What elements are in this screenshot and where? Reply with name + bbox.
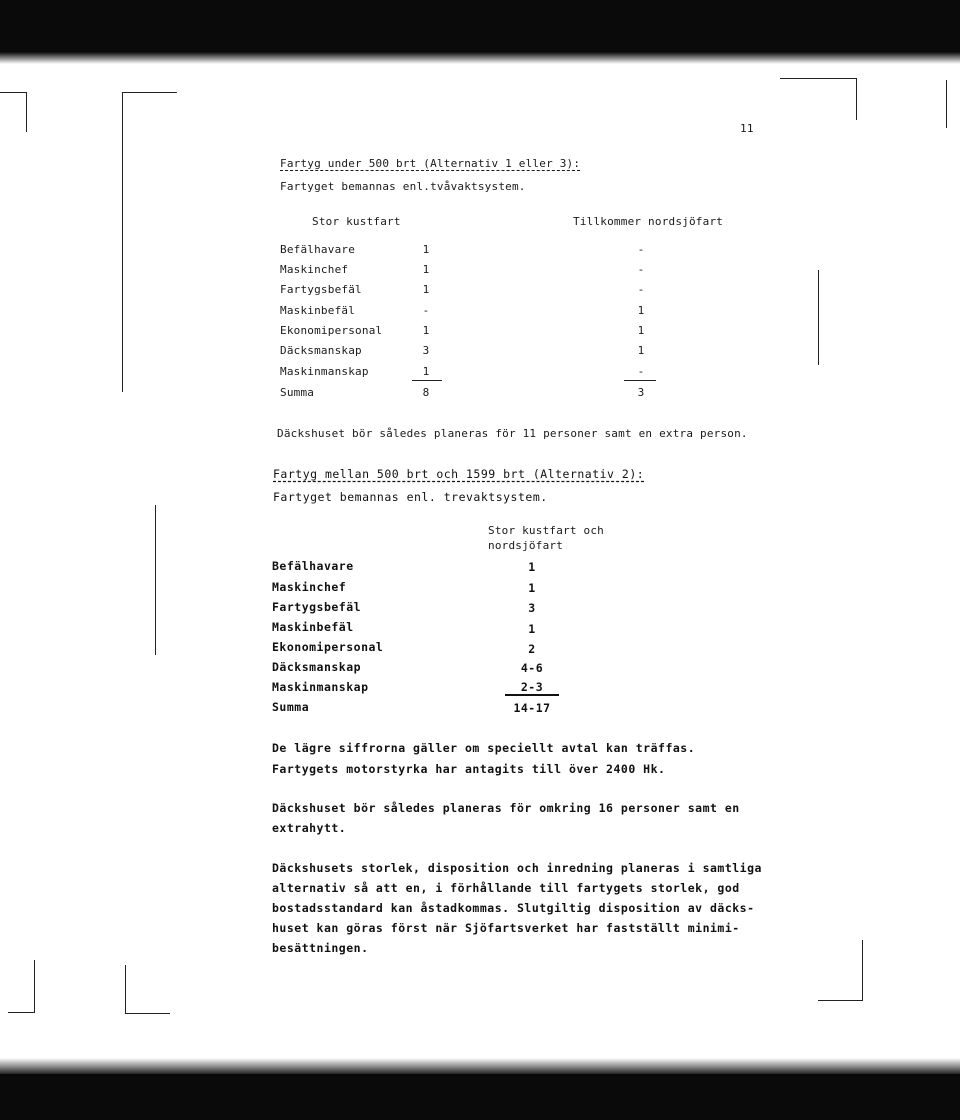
row-value-coastal: 1 xyxy=(422,243,430,256)
crop-mark-left-top xyxy=(0,92,26,93)
section2-heading: Fartyg mellan 500 brt och 1599 brt (Alternativ 2): xyxy=(273,467,645,481)
row-label: Däcksmanskap xyxy=(280,344,362,357)
row-value-northsea: 1 xyxy=(637,344,645,357)
row-label: Fartygsbefäl xyxy=(280,283,362,296)
page-number: 11 xyxy=(740,122,754,135)
crop-mark-bottom-left-v xyxy=(34,960,35,1012)
row-label: Maskinchef xyxy=(280,263,349,276)
edge-line-right-top xyxy=(780,78,856,79)
edge-line-bottom-left-v xyxy=(125,965,126,1013)
row-label: Ekonomipersonal xyxy=(272,640,384,654)
section1-conclusion: Däckshuset bör således planeras för 11 personer samt en extra person. xyxy=(277,427,748,440)
row-value: 3 xyxy=(528,601,536,615)
edge-line-bottom-right-h xyxy=(818,1000,863,1001)
sum-label: Summa xyxy=(272,700,310,714)
edge-line-right-mid xyxy=(818,270,819,365)
section1-intro: Fartyget bemannas enl.tvåvaktsystem. xyxy=(280,180,526,193)
paragraph3-line-1: Däckshusets storlek, disposition och inredning planeras i samtliga xyxy=(272,861,762,875)
row-label: Befälhavare xyxy=(272,559,354,573)
row-value-coastal: 3 xyxy=(422,344,430,357)
sum-value-northsea: 3 xyxy=(637,386,645,399)
row-value: 2-3 xyxy=(520,680,544,694)
row-value-northsea: - xyxy=(637,263,645,276)
scan-border-top xyxy=(0,0,960,44)
edge-line-bottom-left-h xyxy=(125,1013,170,1014)
row-label: Befälhavare xyxy=(280,243,356,256)
row-value-northsea: 1 xyxy=(637,304,645,317)
row-value-coastal: 1 xyxy=(422,283,430,296)
row-value: 1 xyxy=(528,560,536,574)
paragraph3-line-2: alternativ så att en, i förhållande till fartygets storlek, god xyxy=(272,881,740,895)
paragraph3-line-4: huset kan göras först när Sjöfartsverket har fastställt minimi- xyxy=(272,921,740,935)
edge-line-far-right xyxy=(946,80,947,128)
row-label: Maskinbefäl xyxy=(280,304,356,317)
crop-mark-left-top-v xyxy=(26,92,27,132)
row-label: Maskinchef xyxy=(272,580,347,594)
row-value: 2 xyxy=(528,642,536,656)
section1-col2-header: Tillkommer nordsjöfart xyxy=(573,215,724,228)
row-value: 1 xyxy=(528,581,536,595)
row-value-coastal: - xyxy=(422,304,430,317)
row-label: Däcksmanskap xyxy=(272,660,362,674)
row-label: Maskinmanskap xyxy=(280,365,369,378)
sum-label: Summa xyxy=(280,386,315,399)
row-label: Maskinmanskap xyxy=(272,680,369,694)
section2-intro: Fartyget bemannas enl. trevaktsystem. xyxy=(273,490,548,504)
section2-col-header-line1: Stor kustfart och xyxy=(488,524,604,537)
edge-line-left-1h xyxy=(122,92,177,93)
row-value-coastal: 1 xyxy=(422,263,430,276)
scan-border-top-shadow xyxy=(0,44,960,64)
row-value-coastal: 1 xyxy=(422,324,430,337)
note-line-2: Fartygets motorstyrka har antagits till över 2400 Hk. xyxy=(272,762,666,776)
note-line-1: De lägre siffrorna gäller om speciellt avtal kan träffas. xyxy=(272,741,696,755)
row-label: Maskinbefäl xyxy=(272,620,354,634)
edge-line-right-top-v xyxy=(856,78,857,120)
row-value-northsea: - xyxy=(637,365,645,378)
sum-rule-coastal xyxy=(412,380,442,381)
section1-heading: Fartyg under 500 brt (Alternativ 1 eller 3): xyxy=(280,157,581,170)
edge-line-left-1 xyxy=(122,92,123,392)
section1-col1-header: Stor kustfart xyxy=(312,215,401,228)
edge-line-bottom-right-v xyxy=(862,940,863,1000)
paragraph3-line-3: bostadsstandard kan åstadkommas. Slutgiltig disposition av däcks- xyxy=(272,901,755,915)
sum-value-coastal: 8 xyxy=(422,386,430,399)
sum-rule xyxy=(505,694,559,696)
paragraph2-line-1: Däckshuset bör således planeras för omkring 16 personer samt en xyxy=(272,801,740,815)
row-label: Fartygsbefäl xyxy=(272,600,362,614)
section2-col-header-line2: nordsjöfart xyxy=(488,539,564,552)
scan-border-bottom xyxy=(0,1074,960,1120)
row-value: 1 xyxy=(528,622,536,636)
sum-value: 14-17 xyxy=(513,701,551,715)
edge-line-left-2 xyxy=(155,505,156,655)
paragraph3-line-5: besättningen. xyxy=(272,941,369,955)
row-value: 4-6 xyxy=(520,661,544,675)
crop-mark-bottom-left-h xyxy=(8,1012,35,1013)
row-label: Ekonomipersonal xyxy=(280,324,383,337)
paragraph2-line-2: extrahytt. xyxy=(272,821,347,835)
row-value-northsea: - xyxy=(637,283,645,296)
sum-rule-northsea xyxy=(624,380,656,381)
row-value-northsea: 1 xyxy=(637,324,645,337)
row-value-northsea: - xyxy=(637,243,645,256)
row-value-coastal: 1 xyxy=(422,365,430,378)
